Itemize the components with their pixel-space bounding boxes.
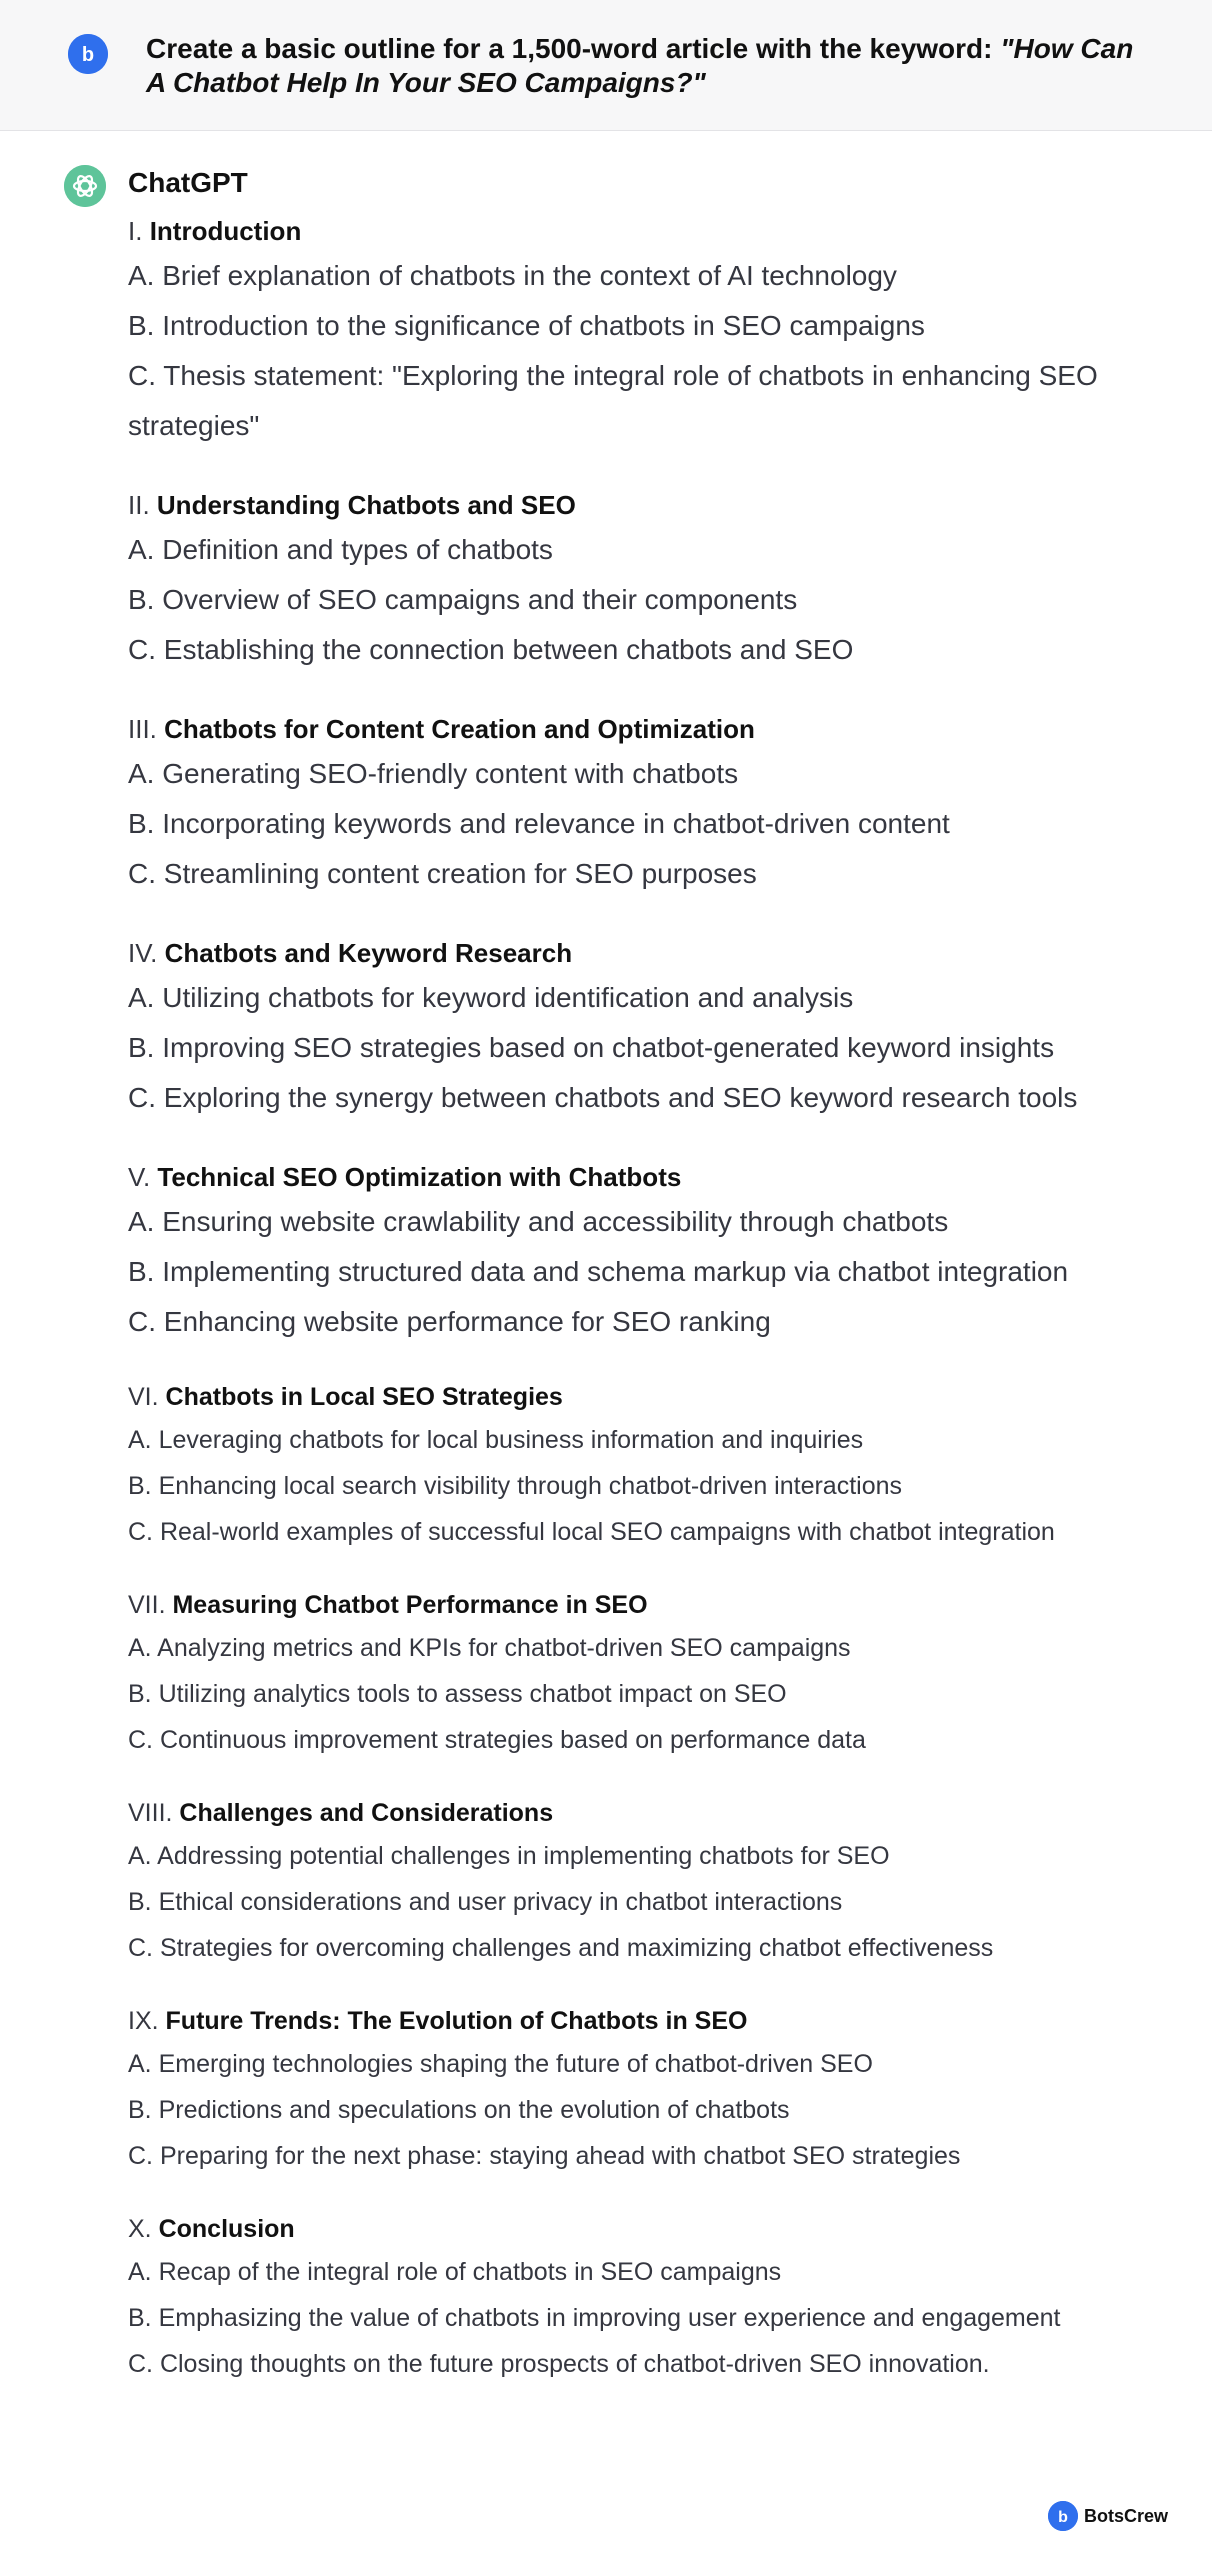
outline-item: B. Emphasizing the value of chatbots in improving user experience and engagement	[128, 2304, 1061, 2332]
section-heading	[128, 485, 1188, 525]
section-heading	[128, 1157, 1188, 1197]
section-title: Understanding Chatbots and SEO	[156, 490, 576, 520]
section-heading	[128, 933, 1188, 973]
section-numeral: VII.	[128, 1591, 166, 1619]
user-avatar-letter: b	[81, 44, 95, 66]
outline-item: A. Generating SEO-friendly content with chatbots	[128, 758, 739, 789]
section-title: Chatbots for Content Creation and Optimization	[164, 714, 755, 744]
outline-section	[128, 1377, 1188, 1555]
outline-content	[128, 211, 1188, 2387]
section-title: Future Trends: The Evolution of Chatbots in SEO	[165, 2007, 748, 2035]
outline-item: A. Brief explanation of chatbots in the context of AI technology	[128, 260, 897, 291]
outline-item: A. Utilizing chatbots for keyword identification and analysis	[128, 982, 854, 1013]
outline-item: B. Predictions and speculations on the evolution of chatbots	[128, 2096, 790, 2124]
outline-item: B. Incorporating keywords and relevance in chatbot-driven content	[128, 808, 950, 839]
outline-section	[128, 709, 1188, 899]
section-numeral: IV.	[128, 938, 158, 968]
outline-item: A. Leveraging chatbots for local business information and inquiries	[128, 1426, 864, 1454]
outline-item: A. Addressing potential challenges in implementing chatbots for SEO	[128, 1842, 890, 1870]
botscrew-logo-icon	[1048, 2501, 1078, 2531]
outline-item: C. Real-world examples of successful local SEO campaigns with chatbot integration	[128, 1518, 1055, 1546]
outline-item: C. Exploring the synergy between chatbots and SEO keyword research tools	[128, 1082, 1078, 1113]
section-title: Conclusion	[158, 2215, 295, 2243]
outline-item: A. Emerging technologies shaping the future of chatbot-driven SEO	[128, 2050, 873, 2078]
outline-section	[128, 1585, 1188, 1763]
outline-item: B. Introduction to the significance of chatbots in SEO campaigns	[128, 310, 925, 341]
section-numeral: I.	[128, 216, 143, 246]
openai-logo-icon	[64, 165, 106, 207]
section-numeral: VI.	[128, 1383, 159, 1411]
section-numeral: II.	[128, 490, 150, 520]
outline-item: B. Implementing structured data and schema markup via chatbot integration	[128, 1256, 1069, 1287]
outline-item: C. Thesis statement: "Exploring the integral role of chatbots in enhancing SEO strategies"	[128, 360, 1098, 441]
brand-watermark	[1048, 2501, 1168, 2531]
section-title: Technical SEO Optimization with Chatbots	[157, 1162, 682, 1192]
section-title: Chatbots and Keyword Research	[164, 938, 573, 968]
outline-item: C. Enhancing website performance for SEO ranking	[128, 1306, 771, 1337]
section-heading	[128, 1585, 1188, 1625]
section-numeral: VIII.	[128, 1799, 173, 1827]
section-heading	[128, 2001, 1188, 2041]
outline-item: A. Ensuring website crawlability and accessibility through chatbots	[128, 1206, 949, 1237]
section-heading	[128, 1793, 1188, 1833]
outline-item: B. Ethical considerations and user privacy in chatbot interactions	[128, 1888, 843, 1916]
section-title: Introduction	[149, 216, 302, 246]
section-title: Chatbots in Local SEO Strategies	[165, 1383, 563, 1411]
outline-item: C. Streamlining content creation for SEO purposes	[128, 858, 757, 889]
user-message	[0, 0, 1212, 131]
section-numeral: IX.	[128, 2007, 159, 2035]
outline-item: A. Analyzing metrics and KPIs for chatbot-driven SEO campaigns	[128, 1634, 851, 1662]
brand-name: BotsCrew	[1084, 2505, 1169, 2526]
section-numeral: V.	[128, 1162, 151, 1192]
outline-item: A. Definition and types of chatbots	[128, 534, 553, 565]
outline-item: C. Strategies for overcoming challenges and maximizing chatbot effectiveness	[128, 1934, 994, 1962]
section-heading	[128, 1377, 1188, 1417]
section-heading	[128, 709, 1188, 749]
outline-item: B. Overview of SEO campaigns and their components	[128, 584, 798, 615]
outline-item: C. Closing thoughts on the future prospects of chatbot-driven SEO innovation.	[128, 2350, 990, 2378]
section-title: Measuring Chatbot Performance in SEO	[172, 1591, 648, 1619]
outline-item: B. Enhancing local search visibility through chatbot-driven interactions	[128, 1472, 903, 1500]
outline-item: C. Preparing for the next phase: staying ahead with chatbot SEO strategies	[128, 2142, 961, 2170]
outline-section	[128, 2001, 1188, 2179]
prompt-keyword: "How Can A Chatbot Help In Your SEO Campaigns?"	[146, 33, 1134, 98]
user-avatar-icon	[68, 34, 108, 74]
outline-item: C. Establishing the connection between chatbots and SEO	[128, 634, 854, 665]
outline-section	[128, 1157, 1188, 1347]
outline-section	[128, 211, 1188, 451]
outline-item: A. Recap of the integral role of chatbots in SEO campaigns	[128, 2258, 782, 2286]
user-prompt-text	[146, 32, 1146, 100]
brand-badge-letter: b	[1058, 2509, 1068, 2526]
assistant-name: ChatGPT	[128, 167, 248, 198]
section-numeral: X.	[128, 2215, 152, 2243]
outline-section	[128, 2209, 1188, 2387]
outline-section	[128, 1793, 1188, 1971]
prompt-plain: Create a basic outline for a 1,500-word article with the keyword:	[146, 33, 1001, 64]
section-title: Challenges and Considerations	[179, 1799, 554, 1827]
outline-section	[128, 485, 1188, 675]
outline-item: C. Continuous improvement strategies based on performance data	[128, 1726, 866, 1754]
section-heading	[128, 211, 1188, 251]
outline-item: B. Utilizing analytics tools to assess chatbot impact on SEO	[128, 1680, 787, 1708]
outline-item: B. Improving SEO strategies based on chatbot-generated keyword insights	[128, 1032, 1055, 1063]
section-numeral: III.	[128, 714, 157, 744]
section-heading	[128, 2209, 1188, 2249]
outline-section	[128, 933, 1188, 1123]
